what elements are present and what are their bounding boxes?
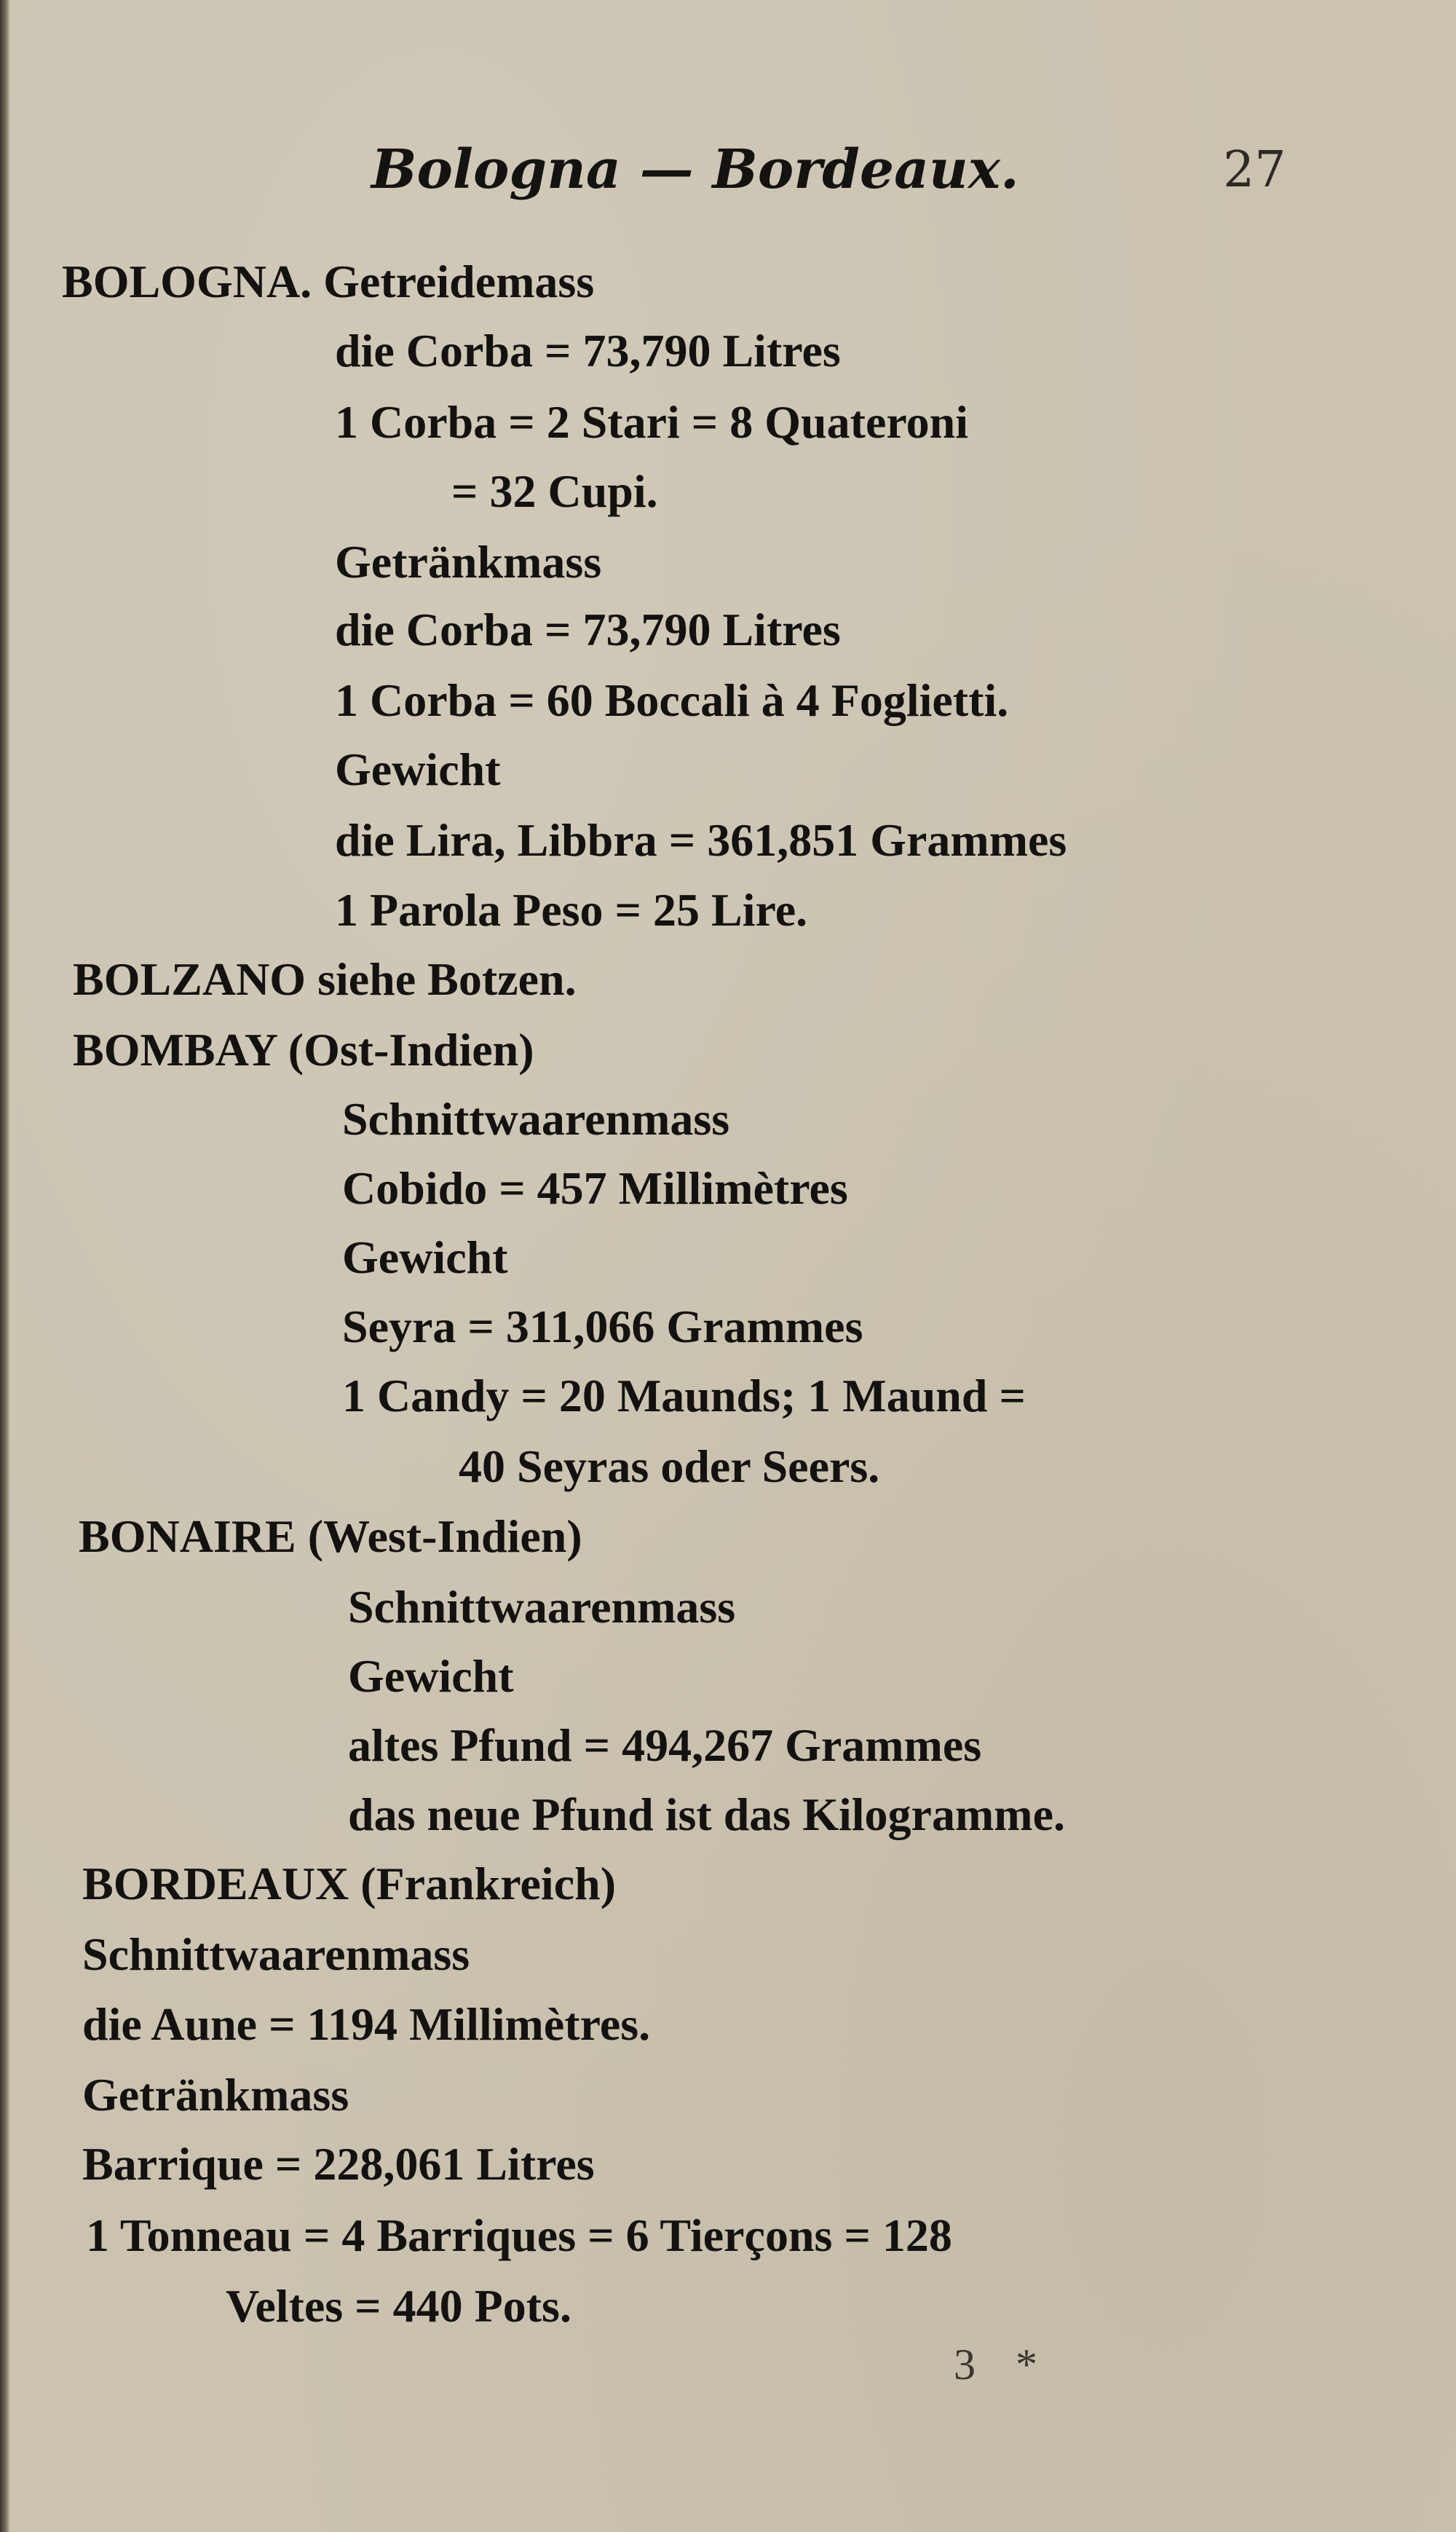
section-label: Gewicht bbox=[342, 1231, 508, 1283]
running-head-title: Bologna — Bordeaux. bbox=[371, 138, 1019, 201]
page-edge-shadow bbox=[0, 0, 10, 2532]
entry-heading-bologna: BOLOGNA. Getreidemass bbox=[62, 256, 595, 307]
text-line: 1 Tonneau = 4 Barriques = 6 Tierçons = 128 bbox=[86, 2209, 952, 2261]
text-line: 1 Corba = 60 Boccali à 4 Foglietti. bbox=[335, 674, 1009, 726]
entry-heading-bordeaux: BORDEAUX (Frankreich) bbox=[82, 1858, 616, 1909]
section-label: Schnittwaarenmass bbox=[82, 1928, 470, 1980]
text-line: = 32 Cupi. bbox=[451, 465, 658, 517]
entry-heading-bombay: BOMBAY (Ost-Indien) bbox=[73, 1024, 534, 1076]
section-label: Gewicht bbox=[348, 1650, 514, 1702]
text-line: die Corba = 73,790 Litres bbox=[335, 604, 841, 655]
entry-heading-bonaire: BONAIRE (West-Indien) bbox=[79, 1510, 582, 1562]
text-line: Cobido = 457 Millimètres bbox=[342, 1162, 848, 1214]
signature-mark: 3 * bbox=[954, 2340, 1052, 2389]
text-line: die Lira, Libbra = 361,851 Grammes bbox=[335, 814, 1067, 866]
running-head bbox=[0, 138, 1456, 211]
section-label: Schnittwaarenmass bbox=[342, 1093, 730, 1145]
text-line: das neue Pfund ist das Kilogramme. bbox=[348, 1788, 1065, 1840]
section-label: Gewicht bbox=[335, 744, 501, 795]
text-line: Barrique = 228,061 Litres bbox=[82, 2138, 595, 2190]
text-line: 1 Parola Peso = 25 Lire. bbox=[335, 884, 808, 936]
entry-heading-bolzano: BOLZANO siehe Botzen. bbox=[73, 953, 577, 1005]
text-line: die Aune = 1194 Millimètres. bbox=[82, 1998, 651, 2050]
section-label: Getränkmass bbox=[335, 536, 602, 588]
text-line: Seyra = 311,066 Grammes bbox=[342, 1301, 863, 1352]
text-line: altes Pfund = 494,267 Grammes bbox=[348, 1719, 982, 1771]
text-line: 40 Seyras oder Seers. bbox=[459, 1440, 880, 1492]
text-line: 1 Corba = 2 Stari = 8 Quateroni bbox=[335, 396, 968, 448]
section-label: Getränkmass bbox=[82, 2069, 349, 2121]
page-number: 27 bbox=[1223, 141, 1286, 199]
section-label: Schnittwaarenmass bbox=[348, 1581, 736, 1633]
text-line: 1 Candy = 20 Maunds; 1 Maund = bbox=[342, 1370, 1026, 1421]
text-line: die Corba = 73,790 Litres bbox=[335, 325, 841, 376]
text-line: Veltes = 440 Pots. bbox=[226, 2280, 571, 2332]
